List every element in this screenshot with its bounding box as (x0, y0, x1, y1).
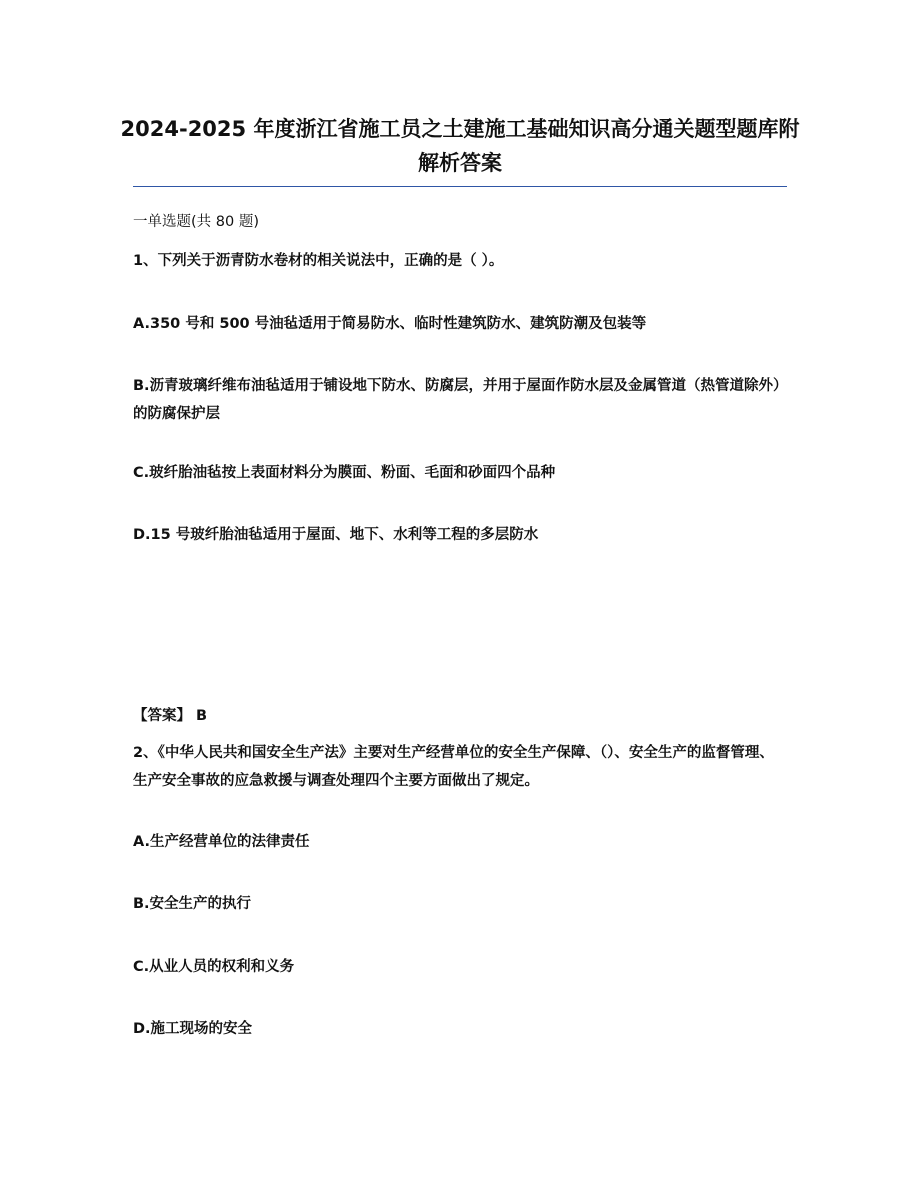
question-1-stem: 1、下列关于沥青防水卷材的相关说法中，正确的是（ ）。 (133, 253, 504, 269)
question-2-option-b: B.安全生产的执行 (133, 896, 252, 912)
title-divider (133, 186, 787, 187)
question-2-stem: 2、《中华人民共和国安全生产法》主要对生产经营单位的安全生产保障、（）、安全生产的监督管理、生产安全事故的应急救援与调查处理四个主要方面做出了规定。 (133, 745, 774, 789)
question-2-option-c: C.从业人员的权利和义务 (133, 959, 295, 975)
section-heading: 一单选题(共 80 题) (133, 214, 259, 230)
document-title: 2024-2025 年度浙江省施工员之土建施工基础知识高分通关题型题库附解析答案 (120, 117, 800, 175)
question-1-option-d: D.15 号玻纤胎油毡适用于屋面、地下、水利等工程的多层防水 (133, 527, 539, 543)
question-1-option-b: B.沥青玻璃纤维布油毡适用于铺设地下防水、防腐层，并用于屋面作防水层及金属管道（热管道除外）的防腐保护层 (133, 378, 781, 422)
question-1-option-c: C.玻纤胎油毡按上表面材料分为膜面、粉面、毛面和砂面四个品种 (133, 465, 556, 481)
question-2-option-a: A.生产经营单位的法律责任 (133, 834, 310, 850)
question-2-option-d: D.施工现场的安全 (133, 1021, 253, 1037)
question-1-option-a: A.350 号和 500 号油毡适用于简易防水、临时性建筑防水、建筑防潮及包装等 (133, 316, 647, 332)
question-1-answer: 【答案】 B (133, 708, 208, 724)
